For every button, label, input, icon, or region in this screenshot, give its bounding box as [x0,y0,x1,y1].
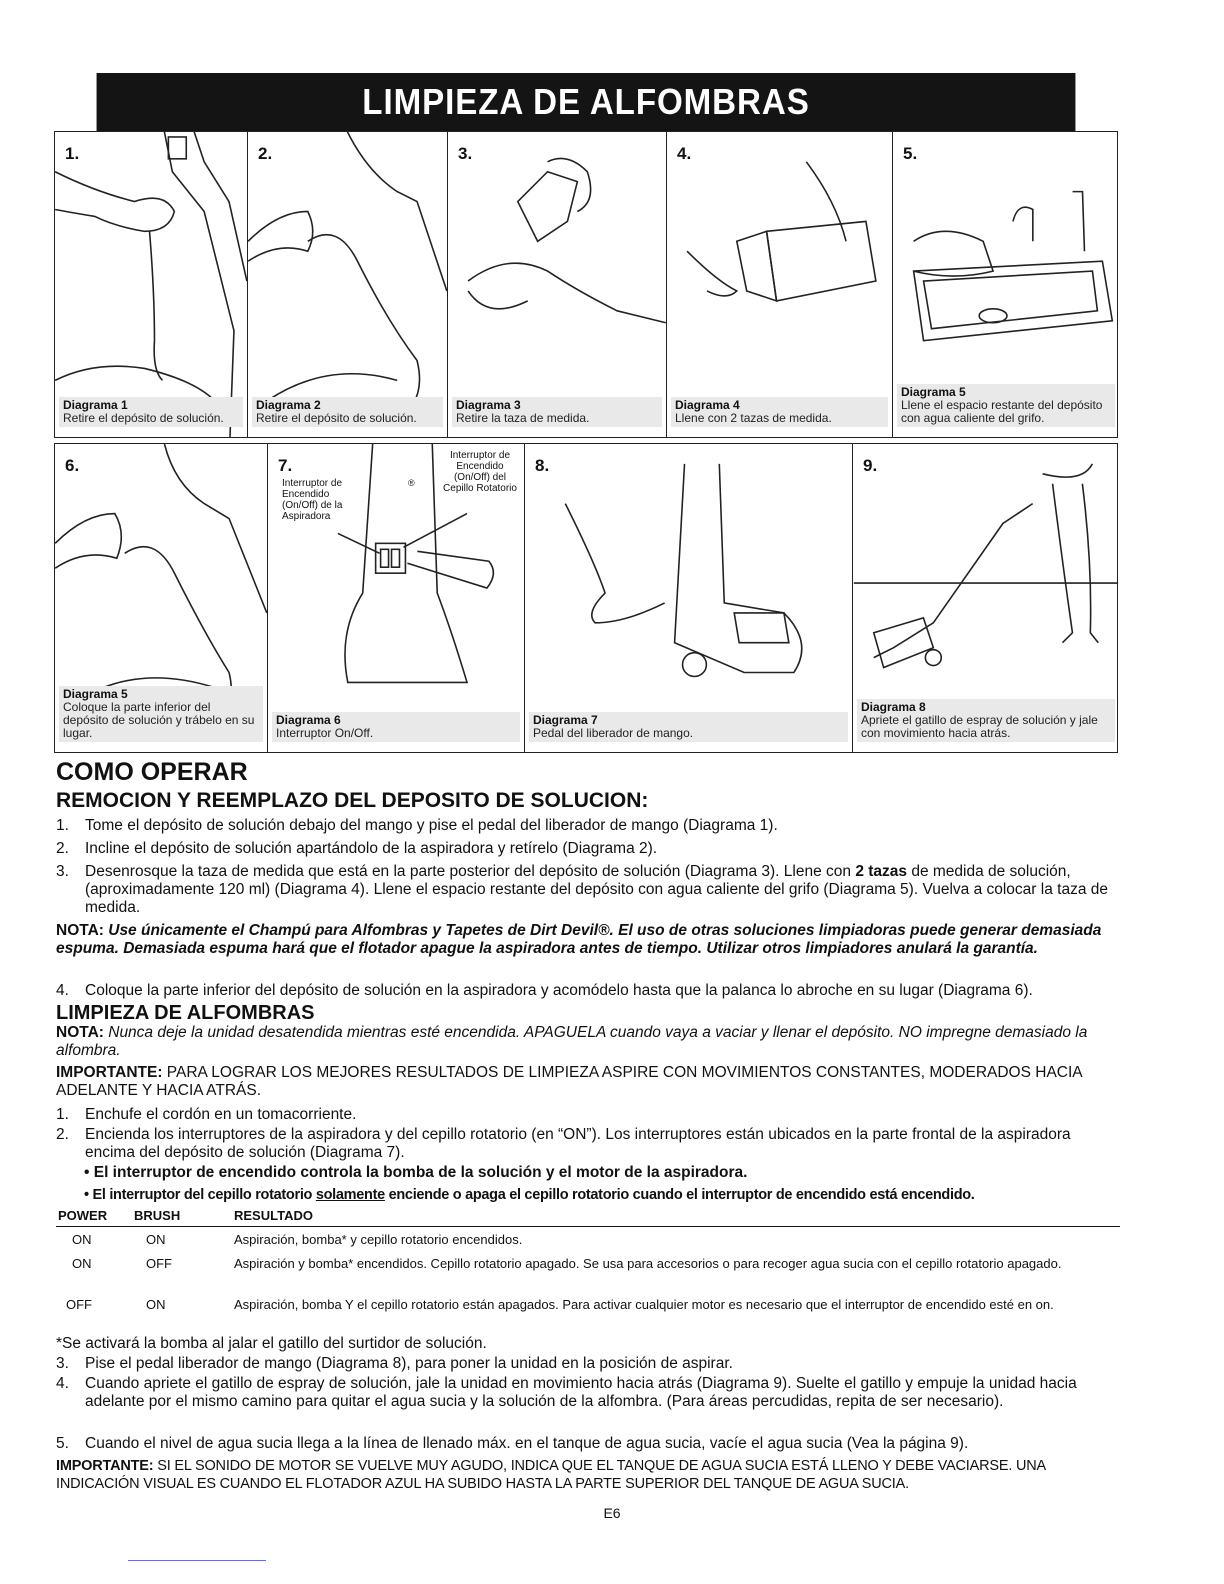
step3-text-post: de medida de solución, (aproximadamente 120 ml) (Diagrama 4). Llene el espacio restante del depósito con agua caliente del grifo (Diagrama 5). Vuelva a colocar la taza de medida. [85,863,1108,916]
list-text: Incline el depósito de solución apartándolo de la aspiradora y retírelo (Diagrama 2). [85,840,658,857]
bullet-power-switch: • El interruptor de encendido controla la bomba de la solución y el motor de la aspiradora. [84,1164,748,1181]
panel-number: 8. [535,456,550,475]
registered-mark: ® [408,478,415,488]
importante-resultados [56,1064,1120,1100]
list-number: 1. [56,817,69,834]
vacuum-switch-callout: Interruptor de Encendido (On/Off) de la Aspiradora [282,478,343,522]
pump-footnote: *Se activará la bomba al jalar el gatillo del surtidor de solución. [56,1335,487,1352]
importante-label: IMPORTANTE: [56,1458,154,1474]
diagram-row-1 [54,131,1118,438]
diagram-panel-3 [448,132,667,437]
diagram-caption [897,384,1115,427]
subsection-heading-remocion: REMOCION Y REEMPLAZO DEL DEPOSITO DE SOLUCION: [56,789,649,812]
list-number: 2. [56,1126,69,1143]
list-item [56,982,1120,1000]
diagram-caption [671,397,888,427]
cell-resultado: Aspiración, bomba Y el cepillo rotatorio están apagados. Para activar cualquier motor es necesario que el interruptor de encendido esté en on. [234,1297,1054,1312]
step3-text-bold: 2 tazas [855,863,908,880]
list-text: Cuando el nivel de agua sucia llega a la línea de llenado máx. en el tanque de agua sucia, vacíe el agua sucia (Vea la página 9). [85,1435,969,1452]
diagram-panel-1 [55,132,248,437]
page-banner-title: LIMPIEZA DE ALFOMBRAS [97,73,1076,131]
importante-tanque [56,1457,1120,1493]
caption-title: Diagrama 8 [861,700,926,714]
caption-title: Diagrama 3 [456,398,521,412]
caption-title: Diagrama 2 [256,398,321,412]
importante-label: IMPORTANTE: [56,1064,163,1081]
panel-number: 4. [677,144,692,163]
caption-text: Retire el depósito de solución. [256,411,417,425]
list-item [56,817,1120,835]
diagram-row-2 [54,443,1118,753]
importante-text: PARA LOGRAR LOS MEJORES RESULTADOS DE LIMPIEZA ASPIRE CON MOVIMIENTOS CONSTANTES, MODERADOS HACIA ADELANTE Y HACIA ATRÁS. [56,1064,1082,1099]
list-text: Tome el depósito de solución debajo del mango y pise el pedal del liberador de mango (Diagrama 1). [85,817,778,834]
caption-title: Diagrama 7 [533,713,598,727]
caption-title: Diagrama 5 [901,385,966,399]
table-header-brush: BRUSH [134,1208,181,1223]
caption-text: Interruptor On/Off. [276,726,374,740]
bullet2-underlined: solamente [315,1187,385,1203]
diagram-caption [59,686,263,742]
cell-brush: OFF [146,1256,172,1271]
section-heading-como-operar: COMO OPERAR [56,758,248,786]
list-item [56,1126,1120,1162]
nota-label: NOTA: [56,1024,104,1041]
diagram-panel-4 [667,132,893,437]
panel-number: 9. [863,456,878,475]
cell-power: ON [72,1256,92,1271]
list-item [56,1375,1120,1411]
list-item [56,863,1120,917]
list-item [56,1435,1120,1453]
table-rule [56,1226,1120,1227]
caption-text: Llene el espacio restante del depósito con agua caliente del grifo. [901,398,1103,425]
list-text: Cuando apriete el gatillo de espray de solución, jale la unidad en movimiento hacia atrás (Diagrama 9). Suelte el gatillo y empuje la unidad hacia adelante por el mismo camino para quitar el agua sucia y la solución de la alfombra. (Para áreas percudidas, repita de ser necesario). [85,1375,1077,1410]
panel-number: 7. [278,456,293,475]
bullet2-pre: • El interruptor del cepillo rotatorio [84,1187,316,1203]
diagram-panel-9 [853,444,1119,752]
caption-title: Diagrama 4 [675,398,740,412]
nota-champu [56,922,1120,958]
remove-tank-illustration [55,132,247,437]
list-item [56,1106,1120,1124]
caption-title: Diagrama 1 [63,398,128,412]
measuring-cup-illustration [448,132,666,437]
fill-cup-illustration [667,132,892,437]
list-number: 5. [56,1435,69,1452]
brush-switch-callout: Interruptor de Encendido (On/Off) del Cepillo Rotatorio [443,450,517,494]
cell-brush: ON [146,1297,166,1312]
bottom-rule [128,1560,266,1561]
bullet2-post: enciende o apaga el cepillo rotatorio cuando el interruptor de encendido está encendido. [384,1187,975,1203]
diagram-panel-2 [248,132,448,437]
nota-label: NOTA: [56,922,104,939]
cell-resultado: Aspiración, bomba* y cepillo rotatorio encendidos. [234,1232,523,1247]
diagram-panel-7 [268,444,525,752]
list-number: 3. [56,863,69,880]
diagram-caption [272,712,520,742]
cell-power: OFF [66,1297,92,1312]
diagram-caption [452,397,662,427]
cell-power: ON [72,1232,92,1247]
cell-resultado: Aspiración y bomba* encendidos. Cepillo rotatorio apagado. Se usa para accesorios o para recoger agua sucia con el cepillo rotatorio apagado. [234,1256,1062,1271]
table-header-power: POWER [58,1208,108,1223]
diagram-panel-5 [893,132,1119,437]
diagram-caption [529,712,848,742]
caption-text: Retire la taza de medida. [456,411,590,425]
page-number: E6 [603,1505,621,1521]
cell-brush: ON [146,1232,166,1247]
caption-text: Coloque la parte inferior del depósito de solución y trábelo en su lugar. [63,700,255,740]
diagram-panel-6 [55,444,268,752]
importante-text: SI EL SONIDO DE MOTOR SE VUELVE MUY AGUDO, INDICA QUE EL TANQUE DE AGUA SUCIA ESTÁ LLENO Y DEBE VACIARSE. UNA INDICACIÓN VISUAL ES CUANDO EL FLOTADOR AZUL HA SUBIDO HASTA LA PARTE SUPERIOR DEL TANQUE DE AGUA SUCIA. [56,1458,1046,1492]
nota-text: Nunca deje la unidad desatendida mientras esté encendida. APAGUELA cuando vaya a vaciar y llenar el depósito. NO impregne demasiado la alfombra. [56,1024,1088,1059]
caption-text: Pedal del liberador de mango. [533,726,694,740]
list-number: 4. [56,982,69,999]
nota-text: Use únicamente el Champú para Alfombras y Tapetes de Dirt Devil®. El uso de otras soluciones limpiadoras puede generar demasiada espuma. Demasiada espuma hará que el flotador apague la aspiradora antes de tiempo. Utilizar otros limpiadores anulará la garantía. [56,922,1102,957]
list-text [85,863,1120,917]
caption-text: Apriete el gatillo de espray de solución y jale con movimiento hacia atrás. [861,713,1098,740]
tilt-tank-illustration [248,132,447,437]
panel-number: 6. [65,456,80,475]
list-number: 2. [56,840,69,857]
caption-text: Llene con 2 tazas de medida. [675,411,832,425]
panel-number: 3. [458,144,473,163]
list-number: 3. [56,1355,69,1372]
list-text: Encienda los interruptores de la aspiradora y del cepillo rotatorio (en “ON”). Los interruptores están ubicados en la parte frontal de la aspiradora encima del depósito de solución (Diagrama 7). [85,1126,1071,1161]
list-number: 1. [56,1106,69,1123]
list-text: Coloque la parte inferior del depósito de solución en la aspiradora y acomódelo hasta que la palanca lo abroche en su lugar (Diagrama 6). [85,982,1033,999]
caption-text: Retire el depósito de solución. [63,411,224,425]
diagram-caption [59,397,243,427]
diagram-caption [857,699,1115,742]
bullet-brush-switch [84,1186,1120,1204]
caption-title: Diagrama 6 [276,713,341,727]
caption-title: Diagrama 5 [63,687,128,701]
list-text: Enchufe el cordón en un tomacorriente. [85,1106,357,1123]
panel-number: 5. [903,144,918,163]
diagram-caption [252,397,443,427]
list-item [56,840,1120,858]
list-number: 4. [56,1375,69,1392]
nota-desatendida [56,1024,1120,1060]
panel-number: 1. [65,144,80,163]
step3-text-pre: Desenrosque la taza de medida que está en la parte posterior del depósito de solución (Diagrama 3). Llene con [85,863,856,880]
table-header-resultado: RESULTADO [234,1208,313,1223]
handle-release-pedal-illustration [525,444,852,752]
panel-number: 2. [258,144,273,163]
diagram-panel-8 [525,444,853,752]
list-item [56,1355,1120,1373]
list-text: Pise el pedal liberador de mango (Diagrama 8), para poner la unidad en la posición de aspirar. [85,1355,733,1372]
subsection-heading-limpieza: LIMPIEZA DE ALFOMBRAS [56,1002,315,1024]
